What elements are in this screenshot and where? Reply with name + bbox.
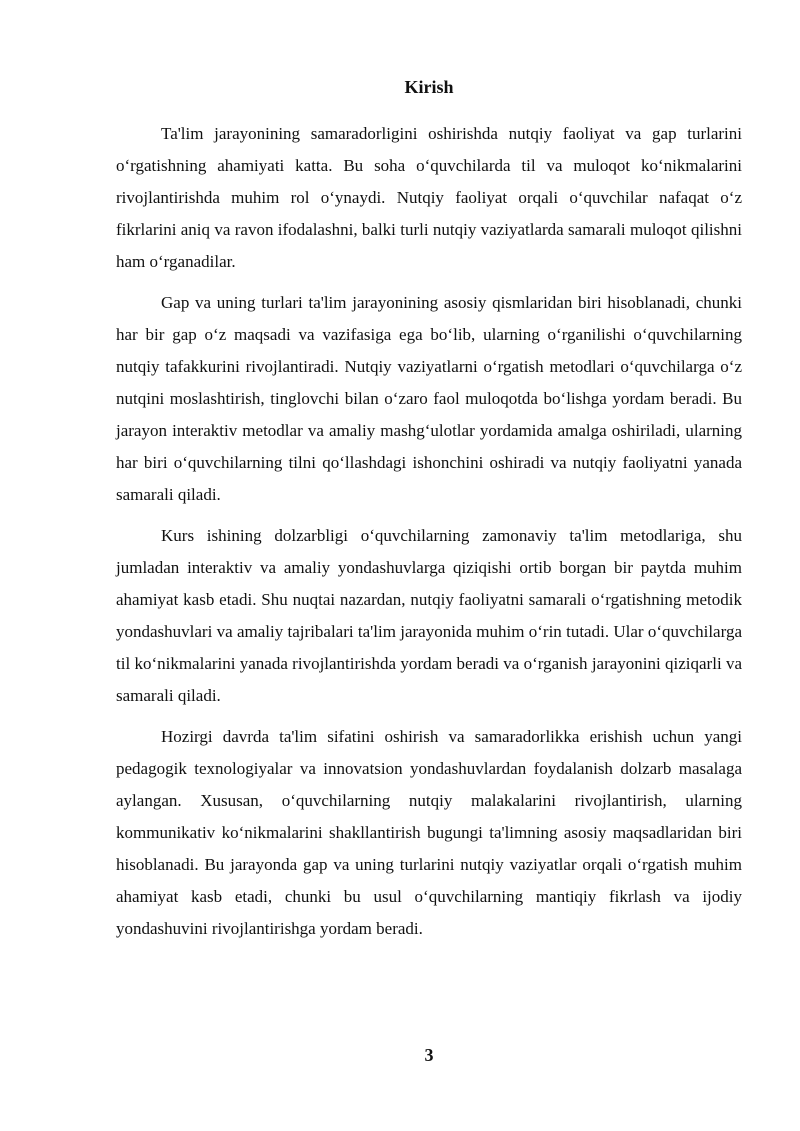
paragraph-2: Gap va uning turlari ta'lim jarayonining asosiy qismlaridan biri hisoblanadi, chunki har bir gap o‘z maqsadi va vazifasiga ega bo‘lib, ularning o‘rganilishi o‘quvchilarning nutqiy tafakkurini rivojlantiradi. Nutqiy vaziyatlarni o‘rgatish metodlari o‘quvchilarga o‘z nutqini moslashtirish, tinglovchi bilan o‘zaro faol muloqotda bo‘lishga yordam beradi. Bu jarayon interaktiv metodlar va amaliy mashg‘ulotlar yordamida amalga oshiriladi, ularning har biri o‘quvchilarning tilni qo‘llashdagi ishonchini oshiradi va nutqiy faoliyatni yanada samarali qiladi. <box>116 293 742 504</box>
page-title: Kirish <box>404 77 454 97</box>
page-number: 3 <box>424 1045 434 1065</box>
paragraph-1: Ta'lim jarayonining samaradorligini oshirishda nutqiy faoliyat va gap turlarini o‘rgatishning ahamiyati katta. Bu soha o‘quvchilarda til va muloqot ko‘nikmalarini rivojlantirishda muhim rol o‘ynaydi. Nutqiy faoliyat orqali o‘quvchilar nafaqat o‘z fikrlarini aniq va ravon ifodalashni, balki turli nutqiy vaziyatlarda samarali muloqot qilishni ham o‘rganadilar. <box>116 124 742 271</box>
paragraph-4: Hozirgi davrda ta'lim sifatini oshirish va samaradorlikka erishish uchun yangi pedagogik texnologiyalar va innovatsion yondashuvlardan foydalanish dolzarb masalaga aylangan. Xususan, o‘quvchilarning nutqiy malakalarini rivojlantirish, ularning kommunikativ ko‘nikmalarini shakllantirish bugungi ta'limning asosiy maqsadlaridan biri hisoblanadi. Bu jarayonda gap va uning turlarini nutqiy vaziyatlar orqali o‘rgatish muhim ahamiyat kasb etadi, chunki bu usul o‘quvchilarning mantiqiy fikrlash va ijodiy yondashuvini rivojlantirishga yordam beradi. <box>116 727 742 938</box>
body-text <box>116 118 742 954</box>
paragraph-3: Kurs ishining dolzarbligi o‘quvchilarning zamonaviy ta'lim metodlariga, shu jumladan interaktiv va amaliy yondashuvlarga qiziqishi ortib borgan bir paytda muhim ahamiyat kasb etadi. Shu nuqtai nazardan, nutqiy faoliyatni samarali o‘rgatishning metodik yondashuvlari va amaliy tajribalari ta'lim jarayonida muhim o‘rin tutadi. Ular o‘quvchilarga til ko‘nikmalarini yanada rivojlantirishda yordam beradi va o‘rganish jarayonini qiziqarli va samarali qiladi. <box>116 526 742 705</box>
